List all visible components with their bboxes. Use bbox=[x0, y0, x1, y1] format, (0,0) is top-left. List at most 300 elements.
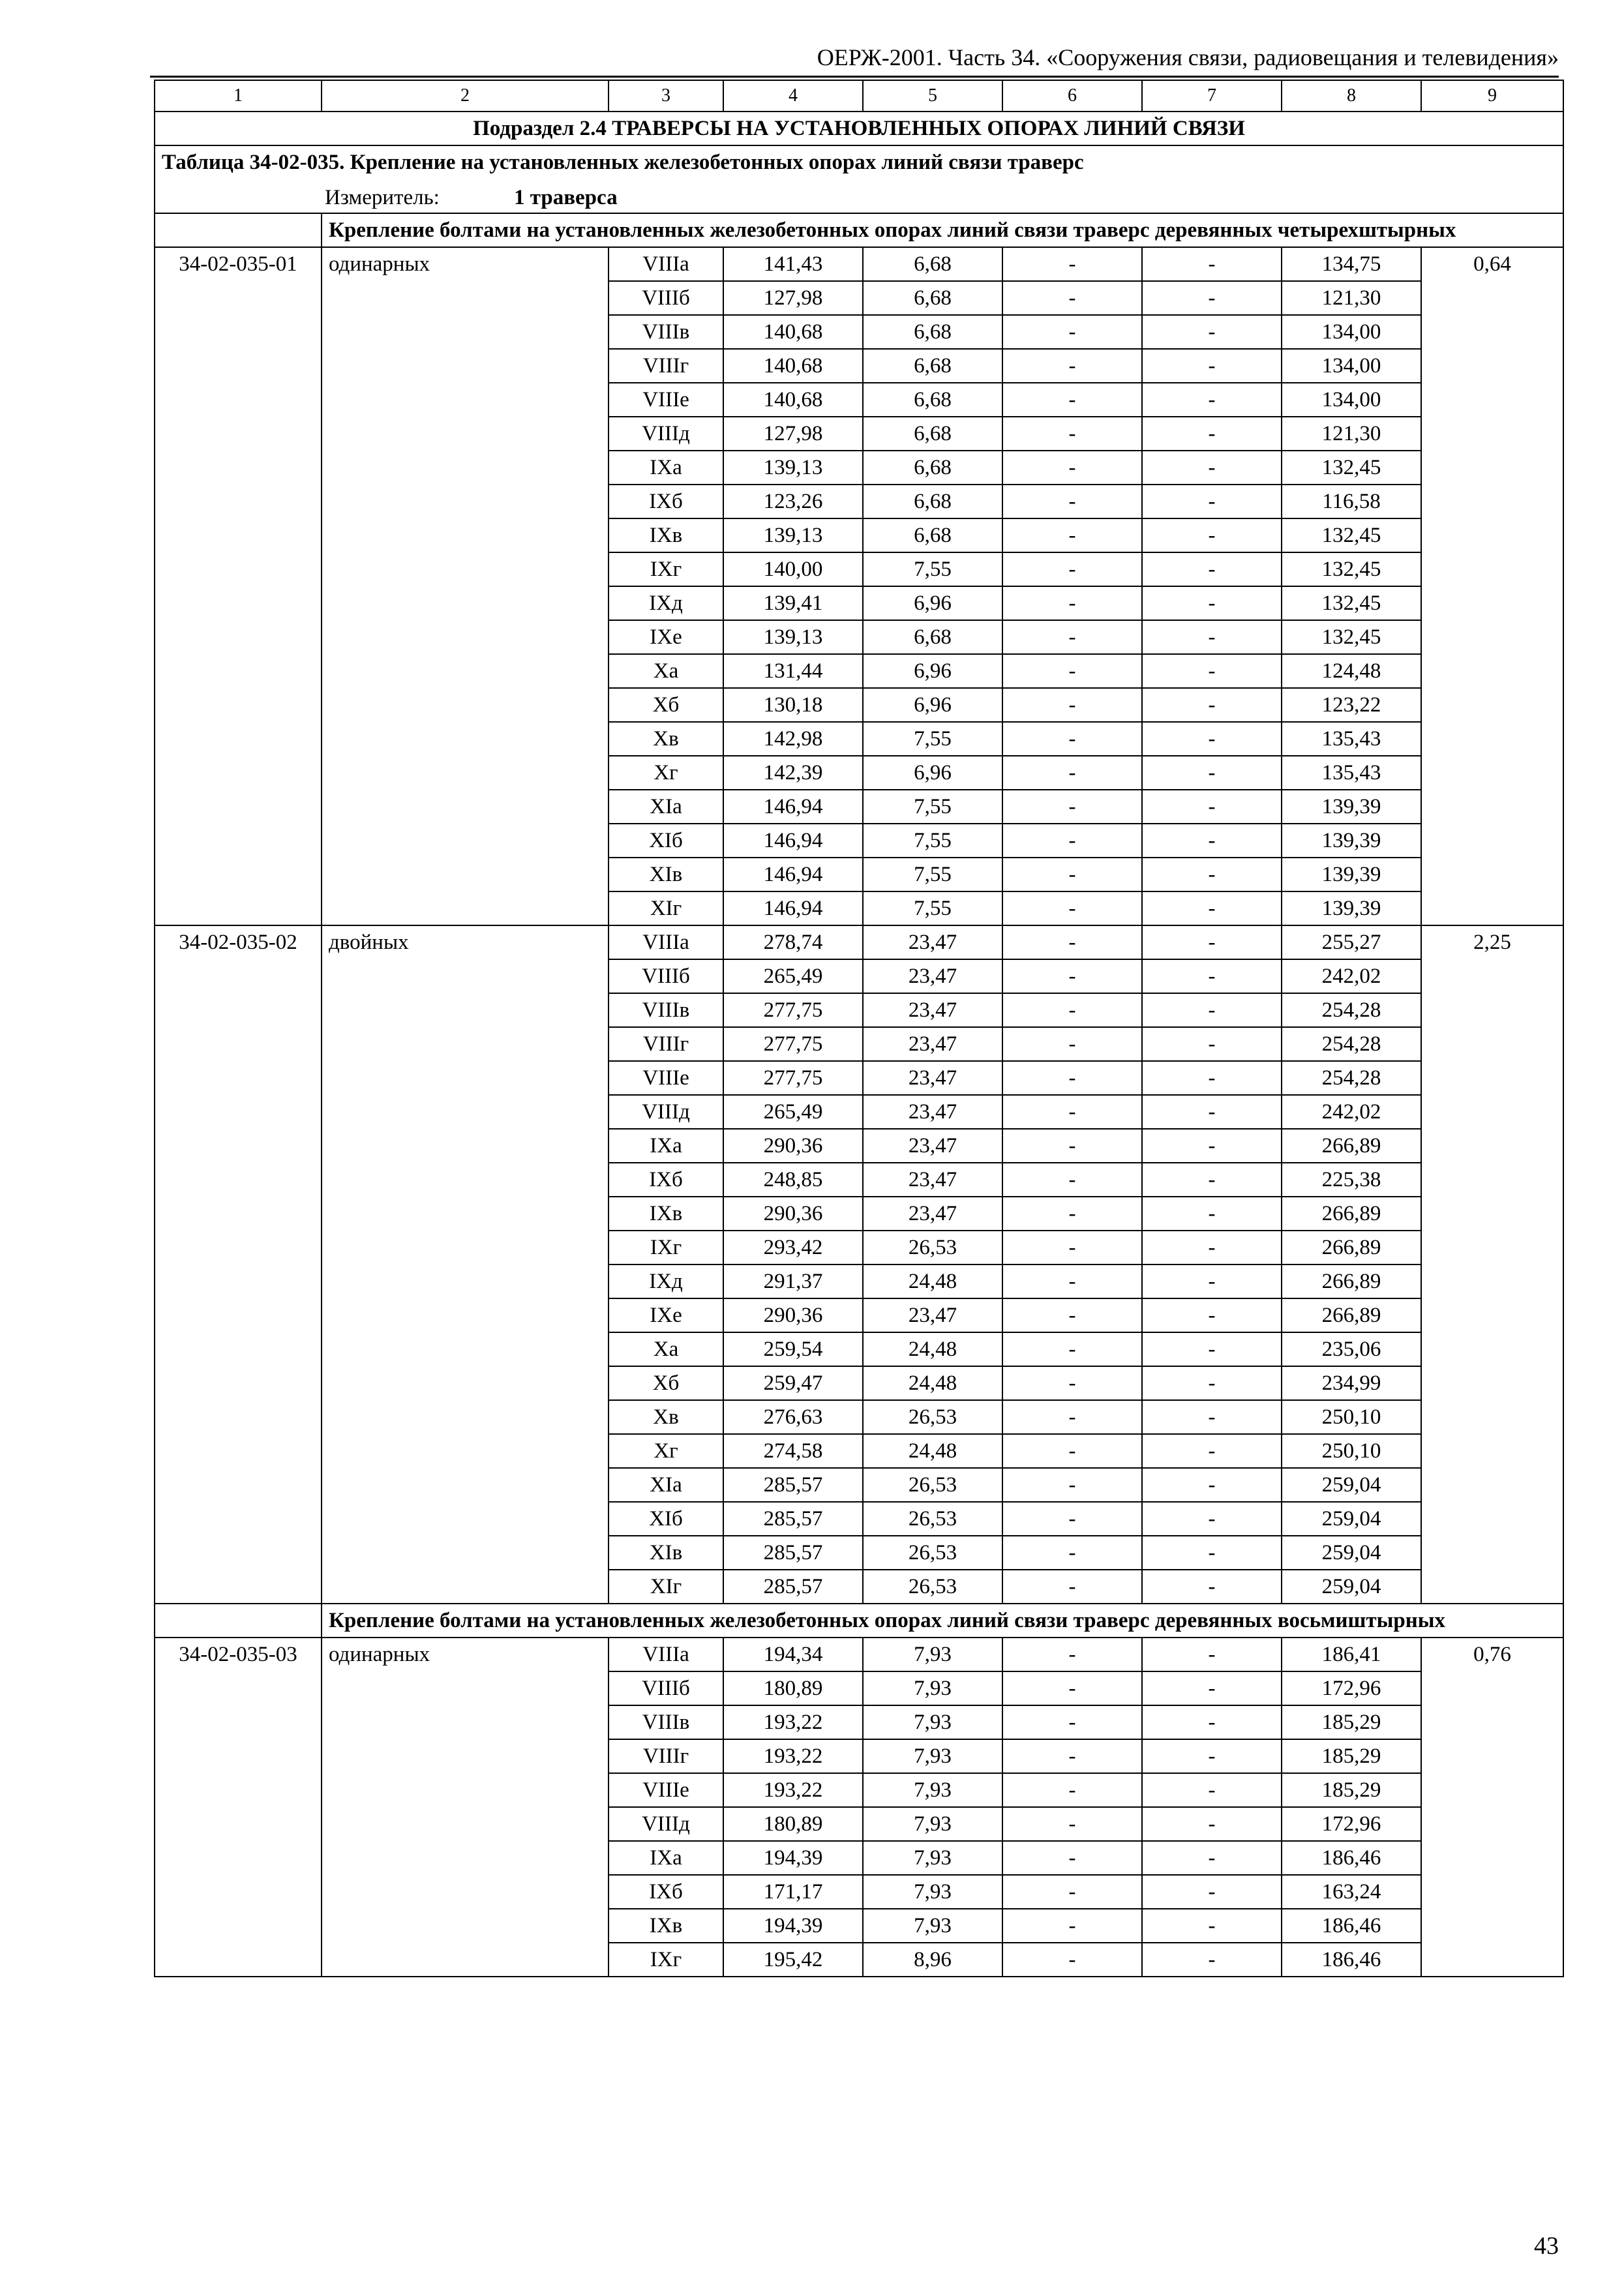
table-cell: - bbox=[1002, 1875, 1142, 1909]
table-cell: VIIIб bbox=[609, 281, 723, 315]
table-cell: IXб bbox=[609, 1875, 723, 1909]
table-cell: 141,43 bbox=[723, 247, 863, 281]
table-cell: 6,68 bbox=[863, 620, 1002, 654]
table-cell: - bbox=[1142, 1197, 1282, 1231]
table-cell: - bbox=[1002, 1332, 1142, 1366]
table-cell: - bbox=[1142, 552, 1282, 586]
table-cell: VIIIб bbox=[609, 959, 723, 993]
table-cell: 276,63 bbox=[723, 1400, 863, 1434]
table-cell: 290,36 bbox=[723, 1197, 863, 1231]
table-cell: 6,68 bbox=[863, 417, 1002, 451]
table-cell: 123,22 bbox=[1282, 688, 1421, 722]
table-cell: - bbox=[1002, 315, 1142, 349]
table-cell: 6,68 bbox=[863, 247, 1002, 281]
table-cell: 116,58 bbox=[1282, 485, 1421, 518]
table-cell: - bbox=[1142, 1129, 1282, 1163]
group-heading: Крепление болтами на установленных железобетонных опорах линий связи траверс деревянных восьмиштырных bbox=[322, 1604, 1563, 1638]
table-cell: VIIIа bbox=[609, 247, 723, 281]
table-cell: - bbox=[1142, 1739, 1282, 1773]
table-cell: - bbox=[1142, 1875, 1282, 1909]
table-cell: - bbox=[1002, 1163, 1142, 1197]
table-cell: - bbox=[1002, 1366, 1142, 1400]
table-cell: - bbox=[1002, 485, 1142, 518]
table-cell: 285,57 bbox=[723, 1502, 863, 1536]
table-cell: - bbox=[1002, 654, 1142, 688]
table-cell: 132,45 bbox=[1282, 451, 1421, 485]
item-col9: 0,76 bbox=[1421, 1638, 1563, 1977]
table-cell: - bbox=[1002, 1434, 1142, 1468]
table-cell: 7,93 bbox=[863, 1909, 1002, 1943]
table-cell: 23,47 bbox=[863, 959, 1002, 993]
table-cell: 132,45 bbox=[1282, 586, 1421, 620]
table-row bbox=[155, 925, 1563, 959]
table-cell: XIб bbox=[609, 1502, 723, 1536]
table-cell: 132,45 bbox=[1282, 620, 1421, 654]
table-cell: VIIIе bbox=[609, 1773, 723, 1807]
table-cell: 23,47 bbox=[863, 1129, 1002, 1163]
table-cell: 6,68 bbox=[863, 383, 1002, 417]
table-cell: - bbox=[1142, 586, 1282, 620]
table-cell: - bbox=[1142, 1671, 1282, 1705]
table-cell: 259,54 bbox=[723, 1332, 863, 1366]
table-cell: 26,53 bbox=[863, 1231, 1002, 1264]
table-cell: 259,04 bbox=[1282, 1570, 1421, 1604]
table-cell: - bbox=[1002, 1570, 1142, 1604]
table-cell: 7,55 bbox=[863, 891, 1002, 925]
table-cell: IXв bbox=[609, 518, 723, 552]
column-number: 1 bbox=[155, 80, 322, 112]
table-cell: - bbox=[1002, 451, 1142, 485]
table-cell: 274,58 bbox=[723, 1434, 863, 1468]
table-cell: 7,93 bbox=[863, 1807, 1002, 1841]
table-cell: 23,47 bbox=[863, 1298, 1002, 1332]
table-cell: - bbox=[1002, 1027, 1142, 1061]
table-cell: 259,47 bbox=[723, 1366, 863, 1400]
table-cell: - bbox=[1142, 1061, 1282, 1095]
table-cell: - bbox=[1002, 1841, 1142, 1875]
table-cell: - bbox=[1002, 1298, 1142, 1332]
table-cell: Xв bbox=[609, 722, 723, 756]
table-cell: - bbox=[1002, 1773, 1142, 1807]
table-cell: 277,75 bbox=[723, 1027, 863, 1061]
table-cell: - bbox=[1142, 1434, 1282, 1468]
table-cell: XIв bbox=[609, 1536, 723, 1570]
table-cell: - bbox=[1142, 1502, 1282, 1536]
page-number: 43 bbox=[1534, 2232, 1559, 2260]
table-cell: 171,17 bbox=[723, 1875, 863, 1909]
group-heading-spacer bbox=[155, 1604, 322, 1638]
table-cell: - bbox=[1142, 1773, 1282, 1807]
table-cell: - bbox=[1002, 858, 1142, 891]
table-cell: VIIIг bbox=[609, 1739, 723, 1773]
table-cell: VIIIд bbox=[609, 417, 723, 451]
table-cell: IXг bbox=[609, 552, 723, 586]
table-title-row bbox=[155, 145, 1563, 213]
table-cell: VIIIв bbox=[609, 1705, 723, 1739]
table-cell: - bbox=[1002, 349, 1142, 383]
table-cell: 23,47 bbox=[863, 925, 1002, 959]
table-cell: 127,98 bbox=[723, 417, 863, 451]
table-cell: - bbox=[1142, 518, 1282, 552]
table-cell: VIIIг bbox=[609, 1027, 723, 1061]
table-cell: - bbox=[1002, 1705, 1142, 1739]
table-cell: - bbox=[1002, 722, 1142, 756]
table-cell: 6,68 bbox=[863, 315, 1002, 349]
table-cell: 278,74 bbox=[723, 925, 863, 959]
table-cell: - bbox=[1002, 891, 1142, 925]
table-cell: 127,98 bbox=[723, 281, 863, 315]
table-cell: 7,93 bbox=[863, 1638, 1002, 1671]
table-cell: 7,93 bbox=[863, 1875, 1002, 1909]
table-cell: 180,89 bbox=[723, 1807, 863, 1841]
table-row bbox=[155, 1638, 1563, 1671]
table-title: Таблица 34-02-035. Крепление на установленных железобетонных опорах линий связи траверс bbox=[162, 151, 1084, 174]
table-cell: VIIIб bbox=[609, 1671, 723, 1705]
table-cell: XIб bbox=[609, 824, 723, 858]
table-cell: - bbox=[1002, 993, 1142, 1027]
table-cell: XIа bbox=[609, 790, 723, 824]
measure-value: 1 траверса bbox=[514, 186, 618, 209]
table-cell: 146,94 bbox=[723, 858, 863, 891]
section-title-row bbox=[155, 112, 1563, 145]
item-col9: 2,25 bbox=[1421, 925, 1563, 1604]
table-cell: IXг bbox=[609, 1943, 723, 1977]
table-cell: 140,68 bbox=[723, 315, 863, 349]
table-cell: VIIIе bbox=[609, 1061, 723, 1095]
table-cell: - bbox=[1142, 722, 1282, 756]
table-cell: 7,93 bbox=[863, 1841, 1002, 1875]
table-cell: 242,02 bbox=[1282, 1095, 1421, 1129]
item-name: одинарных bbox=[322, 247, 609, 925]
table-cell: - bbox=[1142, 1705, 1282, 1739]
table-cell: 234,99 bbox=[1282, 1366, 1421, 1400]
table-cell: - bbox=[1142, 451, 1282, 485]
table-cell: - bbox=[1002, 620, 1142, 654]
table-cell: IXа bbox=[609, 1841, 723, 1875]
table-cell: IXв bbox=[609, 1909, 723, 1943]
column-number: 7 bbox=[1142, 80, 1282, 112]
table-cell: IXб bbox=[609, 485, 723, 518]
measure-label: Измеритель: bbox=[325, 186, 440, 209]
table-cell: - bbox=[1142, 925, 1282, 959]
table-cell: 180,89 bbox=[723, 1671, 863, 1705]
table-cell: - bbox=[1142, 1807, 1282, 1841]
table-cell: 23,47 bbox=[863, 1197, 1002, 1231]
group-heading-row bbox=[155, 1604, 1563, 1638]
table-cell: 139,41 bbox=[723, 586, 863, 620]
table-cell: Xг bbox=[609, 1434, 723, 1468]
table-cell: 255,27 bbox=[1282, 925, 1421, 959]
table-cell: 6,96 bbox=[863, 688, 1002, 722]
item-col9: 0,64 bbox=[1421, 247, 1563, 925]
table-cell: 265,49 bbox=[723, 959, 863, 993]
table-cell: - bbox=[1142, 756, 1282, 790]
table-cell: VIIIе bbox=[609, 383, 723, 417]
table-cell: 24,48 bbox=[863, 1264, 1002, 1298]
table-cell: 124,48 bbox=[1282, 654, 1421, 688]
table-cell: 140,00 bbox=[723, 552, 863, 586]
table-cell: - bbox=[1002, 1638, 1142, 1671]
table-cell: 250,10 bbox=[1282, 1434, 1421, 1468]
table-cell: 121,30 bbox=[1282, 281, 1421, 315]
table-cell: 259,04 bbox=[1282, 1536, 1421, 1570]
table-cell: VIIIа bbox=[609, 925, 723, 959]
table-cell: - bbox=[1142, 1163, 1282, 1197]
table-cell: - bbox=[1002, 1807, 1142, 1841]
table-cell: VIIIв bbox=[609, 993, 723, 1027]
table-cell: 139,13 bbox=[723, 620, 863, 654]
table-cell: - bbox=[1142, 654, 1282, 688]
table-cell: 23,47 bbox=[863, 993, 1002, 1027]
table-cell: - bbox=[1142, 1536, 1282, 1570]
table-cell: 193,22 bbox=[723, 1773, 863, 1807]
table-cell: 259,04 bbox=[1282, 1502, 1421, 1536]
column-number: 4 bbox=[723, 80, 863, 112]
table-cell: IXе bbox=[609, 620, 723, 654]
table-cell: 266,89 bbox=[1282, 1231, 1421, 1264]
table-cell: - bbox=[1142, 383, 1282, 417]
table-cell: 142,39 bbox=[723, 756, 863, 790]
table-cell: 7,55 bbox=[863, 722, 1002, 756]
table-cell: 26,53 bbox=[863, 1468, 1002, 1502]
table-cell: 23,47 bbox=[863, 1061, 1002, 1095]
column-number-row bbox=[155, 80, 1563, 112]
table-cell: - bbox=[1002, 1468, 1142, 1502]
table-cell: - bbox=[1142, 1231, 1282, 1264]
table-cell: - bbox=[1142, 1027, 1282, 1061]
table-cell: 26,53 bbox=[863, 1570, 1002, 1604]
table-cell: 132,45 bbox=[1282, 552, 1421, 586]
table-cell: 139,39 bbox=[1282, 858, 1421, 891]
table-cell: 285,57 bbox=[723, 1570, 863, 1604]
measure bbox=[162, 183, 1556, 213]
table-cell: IXа bbox=[609, 451, 723, 485]
table-cell: - bbox=[1142, 417, 1282, 451]
page-header: ОЕРЖ-2001. Часть 34. «Сооружения связи, радиовещания и телевидения» bbox=[150, 39, 1559, 78]
table-cell: 134,00 bbox=[1282, 383, 1421, 417]
table-cell: 130,18 bbox=[723, 688, 863, 722]
table-cell: 26,53 bbox=[863, 1502, 1002, 1536]
table-cell: - bbox=[1002, 790, 1142, 824]
table-cell: - bbox=[1002, 824, 1142, 858]
rates-table bbox=[154, 80, 1564, 1977]
table-cell: 290,36 bbox=[723, 1129, 863, 1163]
table-cell: XIг bbox=[609, 891, 723, 925]
table-cell: 248,85 bbox=[723, 1163, 863, 1197]
table-cell: 6,68 bbox=[863, 518, 1002, 552]
table-cell: - bbox=[1142, 1638, 1282, 1671]
table-cell: - bbox=[1142, 688, 1282, 722]
table-cell: 266,89 bbox=[1282, 1264, 1421, 1298]
table-cell: 24,48 bbox=[863, 1434, 1002, 1468]
table-cell: - bbox=[1002, 959, 1142, 993]
table-title-cell bbox=[155, 145, 1563, 213]
table-cell: 290,36 bbox=[723, 1298, 863, 1332]
table-cell: 6,68 bbox=[863, 485, 1002, 518]
table-cell: 291,37 bbox=[723, 1264, 863, 1298]
table-cell: - bbox=[1142, 1468, 1282, 1502]
table-cell: 146,94 bbox=[723, 824, 863, 858]
table-cell: 266,89 bbox=[1282, 1197, 1421, 1231]
table-cell: 254,28 bbox=[1282, 1061, 1421, 1095]
table-cell: 266,89 bbox=[1282, 1129, 1421, 1163]
table-cell: 195,42 bbox=[723, 1943, 863, 1977]
table-cell: 24,48 bbox=[863, 1366, 1002, 1400]
table-cell: 135,43 bbox=[1282, 756, 1421, 790]
table-cell: 194,39 bbox=[723, 1909, 863, 1943]
table-cell: 186,46 bbox=[1282, 1841, 1421, 1875]
table-cell: - bbox=[1142, 1332, 1282, 1366]
table-cell: 6,68 bbox=[863, 451, 1002, 485]
table-cell: 146,94 bbox=[723, 891, 863, 925]
table-cell: 139,39 bbox=[1282, 790, 1421, 824]
table-cell: 8,96 bbox=[863, 1943, 1002, 1977]
table-cell: - bbox=[1002, 1671, 1142, 1705]
table-cell: 172,96 bbox=[1282, 1807, 1421, 1841]
table-cell: 23,47 bbox=[863, 1163, 1002, 1197]
table-cell: 7,55 bbox=[863, 790, 1002, 824]
table-cell: 266,89 bbox=[1282, 1298, 1421, 1332]
table-cell: - bbox=[1142, 1400, 1282, 1434]
table-cell: 7,93 bbox=[863, 1773, 1002, 1807]
table-cell: - bbox=[1142, 620, 1282, 654]
table-cell: IXб bbox=[609, 1163, 723, 1197]
table-cell: - bbox=[1002, 1536, 1142, 1570]
table-cell: IXв bbox=[609, 1197, 723, 1231]
table-cell: Xг bbox=[609, 756, 723, 790]
table-cell: 26,53 bbox=[863, 1536, 1002, 1570]
table-cell: - bbox=[1002, 1197, 1142, 1231]
item-name: одинарных bbox=[322, 1638, 609, 1977]
table-cell: - bbox=[1142, 1264, 1282, 1298]
table-cell: XIг bbox=[609, 1570, 723, 1604]
table-cell: 6,96 bbox=[863, 654, 1002, 688]
table-cell: - bbox=[1002, 1129, 1142, 1163]
table-cell: VIIIд bbox=[609, 1095, 723, 1129]
table-cell: 121,30 bbox=[1282, 417, 1421, 451]
table-cell: 146,94 bbox=[723, 790, 863, 824]
table-cell: 225,38 bbox=[1282, 1163, 1421, 1197]
table-cell: 193,22 bbox=[723, 1705, 863, 1739]
table-cell: Xа bbox=[609, 1332, 723, 1366]
table-cell: 7,55 bbox=[863, 552, 1002, 586]
table-cell: - bbox=[1002, 552, 1142, 586]
table-cell: 285,57 bbox=[723, 1468, 863, 1502]
table-cell: - bbox=[1002, 247, 1142, 281]
table-cell: - bbox=[1002, 688, 1142, 722]
table-cell: 139,39 bbox=[1282, 891, 1421, 925]
table-cell: - bbox=[1142, 1841, 1282, 1875]
table-cell: - bbox=[1002, 383, 1142, 417]
column-number: 3 bbox=[609, 80, 723, 112]
table-cell: 277,75 bbox=[723, 993, 863, 1027]
table-cell: - bbox=[1002, 1739, 1142, 1773]
table-cell: - bbox=[1142, 959, 1282, 993]
table-cell: 242,02 bbox=[1282, 959, 1421, 993]
table-cell: 132,45 bbox=[1282, 518, 1421, 552]
table-cell: Xв bbox=[609, 1400, 723, 1434]
table-cell: 6,68 bbox=[863, 349, 1002, 383]
table-cell: - bbox=[1142, 247, 1282, 281]
item-name: двойных bbox=[322, 925, 609, 1604]
table-cell: - bbox=[1002, 518, 1142, 552]
table-cell: - bbox=[1002, 1061, 1142, 1095]
table-cell: 6,68 bbox=[863, 281, 1002, 315]
table-cell: IXд bbox=[609, 1264, 723, 1298]
table-cell: 139,13 bbox=[723, 518, 863, 552]
table-cell: 254,28 bbox=[1282, 993, 1421, 1027]
table-cell: - bbox=[1002, 1400, 1142, 1434]
table-cell: 194,39 bbox=[723, 1841, 863, 1875]
table-cell: 7,55 bbox=[863, 858, 1002, 891]
table-cell: VIIIд bbox=[609, 1807, 723, 1841]
table-cell: 26,53 bbox=[863, 1400, 1002, 1434]
table-cell: 140,68 bbox=[723, 383, 863, 417]
table-cell: - bbox=[1142, 485, 1282, 518]
table-cell: Xб bbox=[609, 1366, 723, 1400]
table-cell: - bbox=[1142, 1095, 1282, 1129]
table-cell: VIIIв bbox=[609, 315, 723, 349]
table-cell: - bbox=[1002, 1502, 1142, 1536]
table-cell: - bbox=[1002, 925, 1142, 959]
table-cell: - bbox=[1142, 1909, 1282, 1943]
table-cell: - bbox=[1142, 1943, 1282, 1977]
item-code: 34-02-035-02 bbox=[155, 925, 322, 1604]
table-cell: - bbox=[1002, 1095, 1142, 1129]
column-number: 9 bbox=[1421, 80, 1563, 112]
table-cell: - bbox=[1002, 417, 1142, 451]
column-number: 8 bbox=[1282, 80, 1421, 112]
table-cell: IXа bbox=[609, 1129, 723, 1163]
table-cell: 186,41 bbox=[1282, 1638, 1421, 1671]
table-cell: IXг bbox=[609, 1231, 723, 1264]
column-number: 2 bbox=[322, 80, 609, 112]
table-cell: - bbox=[1142, 858, 1282, 891]
table-cell: - bbox=[1142, 824, 1282, 858]
table-cell: 7,93 bbox=[863, 1705, 1002, 1739]
column-number: 6 bbox=[1002, 80, 1142, 112]
table-cell: - bbox=[1142, 1366, 1282, 1400]
table-cell: Xа bbox=[609, 654, 723, 688]
table-cell: 259,04 bbox=[1282, 1468, 1421, 1502]
table-cell: 285,57 bbox=[723, 1536, 863, 1570]
table-cell: 172,96 bbox=[1282, 1671, 1421, 1705]
table-row bbox=[155, 247, 1563, 281]
item-code: 34-02-035-01 bbox=[155, 247, 322, 925]
table-cell: 7,93 bbox=[863, 1739, 1002, 1773]
table-cell: 142,98 bbox=[723, 722, 863, 756]
table-cell: IXе bbox=[609, 1298, 723, 1332]
table-cell: 277,75 bbox=[723, 1061, 863, 1095]
table-cell: - bbox=[1002, 756, 1142, 790]
table-cell: XIа bbox=[609, 1468, 723, 1502]
table-cell: 235,06 bbox=[1282, 1332, 1421, 1366]
table-cell: 6,96 bbox=[863, 756, 1002, 790]
table-cell: 293,42 bbox=[723, 1231, 863, 1264]
table-cell: 140,68 bbox=[723, 349, 863, 383]
table-cell: 163,24 bbox=[1282, 1875, 1421, 1909]
table-cell: Xб bbox=[609, 688, 723, 722]
table-cell: - bbox=[1002, 1231, 1142, 1264]
item-code: 34-02-035-03 bbox=[155, 1638, 322, 1977]
table-cell: 7,93 bbox=[863, 1671, 1002, 1705]
table-cell: - bbox=[1142, 993, 1282, 1027]
table-cell: - bbox=[1142, 315, 1282, 349]
table-cell: 7,55 bbox=[863, 824, 1002, 858]
table-cell: - bbox=[1142, 281, 1282, 315]
table-cell: - bbox=[1002, 281, 1142, 315]
table-cell: - bbox=[1002, 1264, 1142, 1298]
